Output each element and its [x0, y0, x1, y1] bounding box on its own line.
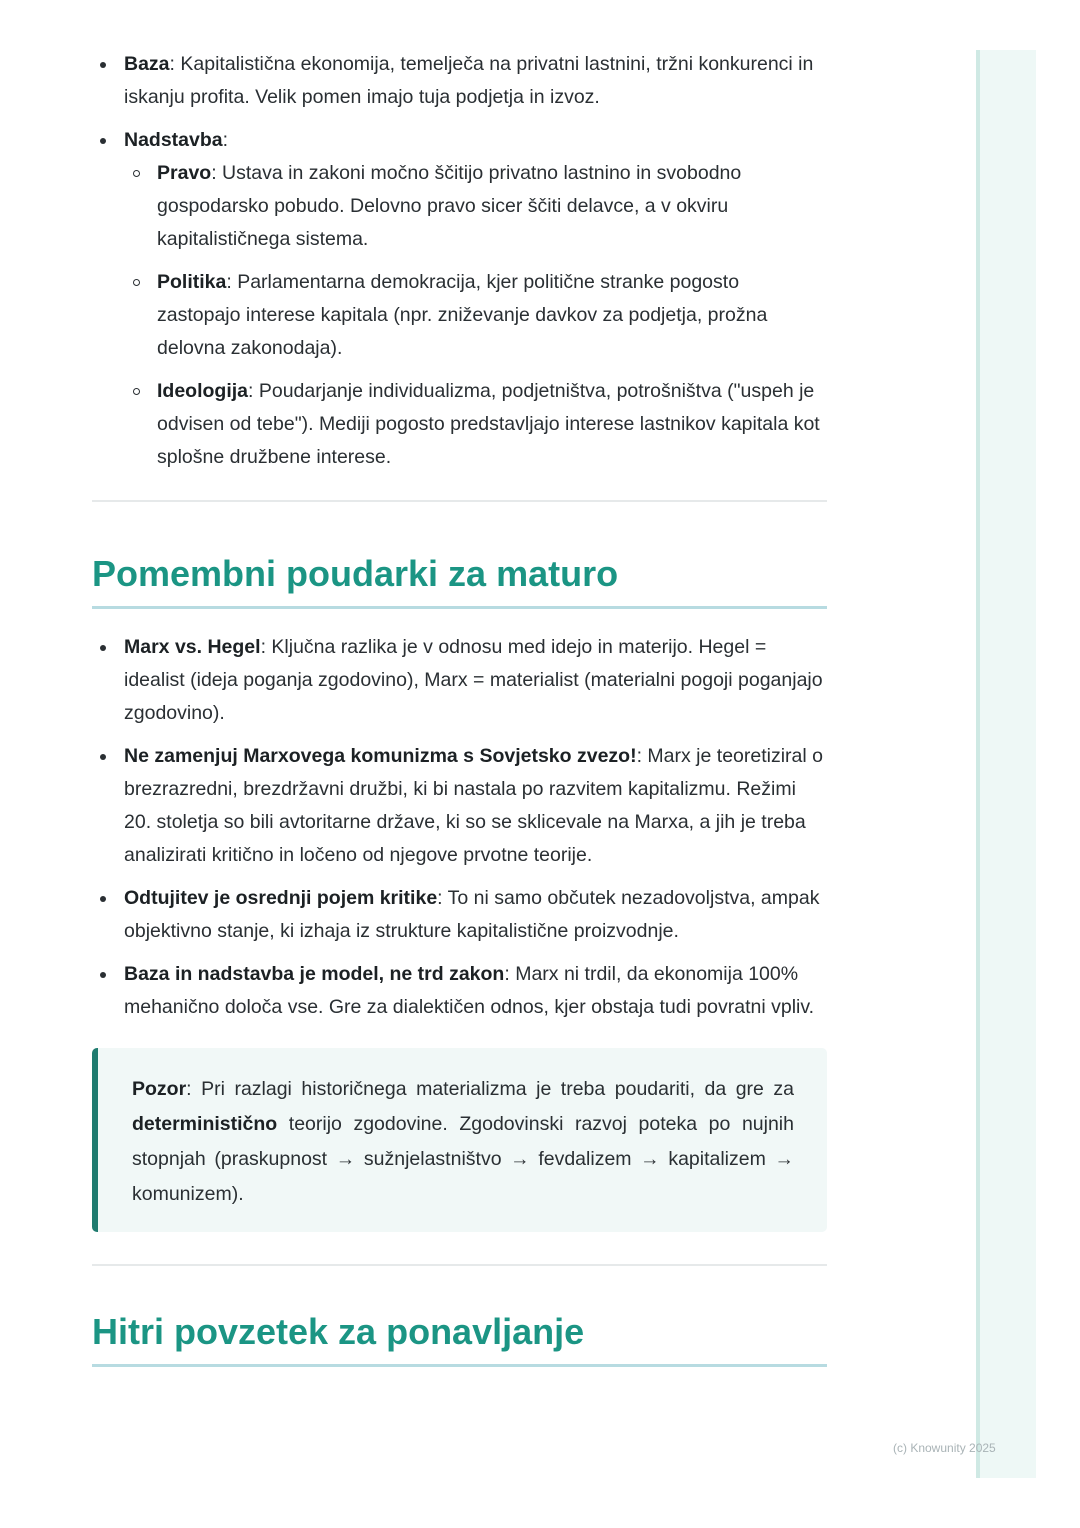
- term: Nadstavba: [124, 129, 223, 151]
- side-strip: [976, 50, 1036, 1478]
- sublist-item-pravo: [92, 157, 827, 256]
- item-text: : To ni samo občutek nezadovoljstva, ampak objektivno stanje, ki izhaja iz strukture kapitalistične proizvodnje.: [124, 887, 820, 942]
- list-item-alienation: [92, 882, 827, 948]
- document-body: [92, 48, 827, 1367]
- section-heading-matura: Pomembni poudarki za maturo: [92, 552, 827, 609]
- list-item-nadstavba: [92, 124, 827, 474]
- callout-text: : Pri razlagi historičnega materializma je treba poudariti, da gre za: [186, 1078, 794, 1100]
- term: Baza: [124, 53, 170, 75]
- term: Pravo: [157, 162, 212, 184]
- callout-emphasis: deterministično: [132, 1113, 278, 1135]
- list-item-marx-hegel: [92, 631, 827, 730]
- superstructure-sublist: [92, 157, 827, 474]
- item-text: : Poudarjanje individualizma, podjetništva, potrošništva ("uspeh je odvisen od tebe"). Mediji pogosto predstavljajo interese lastnikov kapitala kot splošne družbene interese.: [157, 380, 820, 468]
- term: Ideologija: [157, 380, 249, 402]
- item-text: :: [222, 129, 229, 151]
- list-item-base-model: [92, 958, 827, 1024]
- item-text: : Kapitalistična ekonomija, temelječa na privatni lastnini, tržni konkurenci in iskanju profita. Velik pomen imajo tuja podjetja in izvoz.: [124, 53, 814, 108]
- warning-callout: [92, 1048, 827, 1232]
- callout-term: Pozor: [132, 1078, 187, 1100]
- copyright-text: (c) Knowunity 2025: [893, 1441, 996, 1455]
- item-text: : Marx je teoretiziral o brezrazredni, brezdržavni družbi, ki bi nastala po razvitem kapitalizmu. Režimi 20. stoletja so bili avtoritarne države, ki so se sklicevale na Marxa, a jih je treba analizirati kritično in ločeno od njegove prvotne teorije.: [124, 745, 823, 866]
- term: Baza in nadstavba je model, ne trd zakon: [124, 963, 505, 985]
- term: Politika: [157, 271, 227, 293]
- item-text: : Ustava in zakoni močno ščitijo privatno lastnino in svobodno gospodarsko pobudo. Delovno pravo sicer ščiti delavce, a v okviru kapitalističnega sistema.: [157, 162, 742, 250]
- item-text: : Marx ni trdil, da ekonomija 100% mehanično določa vse. Gre za dialektičen odnos, kjer obstaja tudi povratni vpliv.: [124, 963, 815, 1018]
- sublist-item-politika: [92, 266, 827, 365]
- divider: [92, 1264, 827, 1266]
- term: Marx vs. Hegel: [124, 636, 261, 658]
- divider: [92, 500, 827, 502]
- term: Ne zamenjuj Marxovega komunizma s Sovjetsko zvezo!: [124, 745, 637, 767]
- list-item-baza: [92, 48, 827, 114]
- callout-text: teorijo zgodovine. Zgodovinski razvoj poteka po nujnih stopnjah (praskupnost → sužnjelastništvo → fevdalizem → kapitalizem → komunizem).: [132, 1113, 794, 1205]
- item-text: : Ključna razlika je v odnosu med idejo in materijo. Hegel = idealist (ideja poganja zgodovino), Marx = materialist (materialni pogoji poganjajo zgodovino).: [124, 636, 823, 724]
- base-superstructure-list: [92, 48, 827, 474]
- key-points-list: [92, 631, 827, 1024]
- list-item-soviet: [92, 740, 827, 872]
- item-text: : Parlamentarna demokracija, kjer politične stranke pogosto zastopajo interese kapitala (npr. zniževanje davkov za podjetja, prožna delovna zakonodaja).: [157, 271, 768, 359]
- term: Odtujitev je osrednji pojem kritike: [124, 887, 438, 909]
- sublist-item-ideologija: [92, 375, 827, 474]
- section-heading-summary: Hitri povzetek za ponavljanje: [92, 1310, 827, 1367]
